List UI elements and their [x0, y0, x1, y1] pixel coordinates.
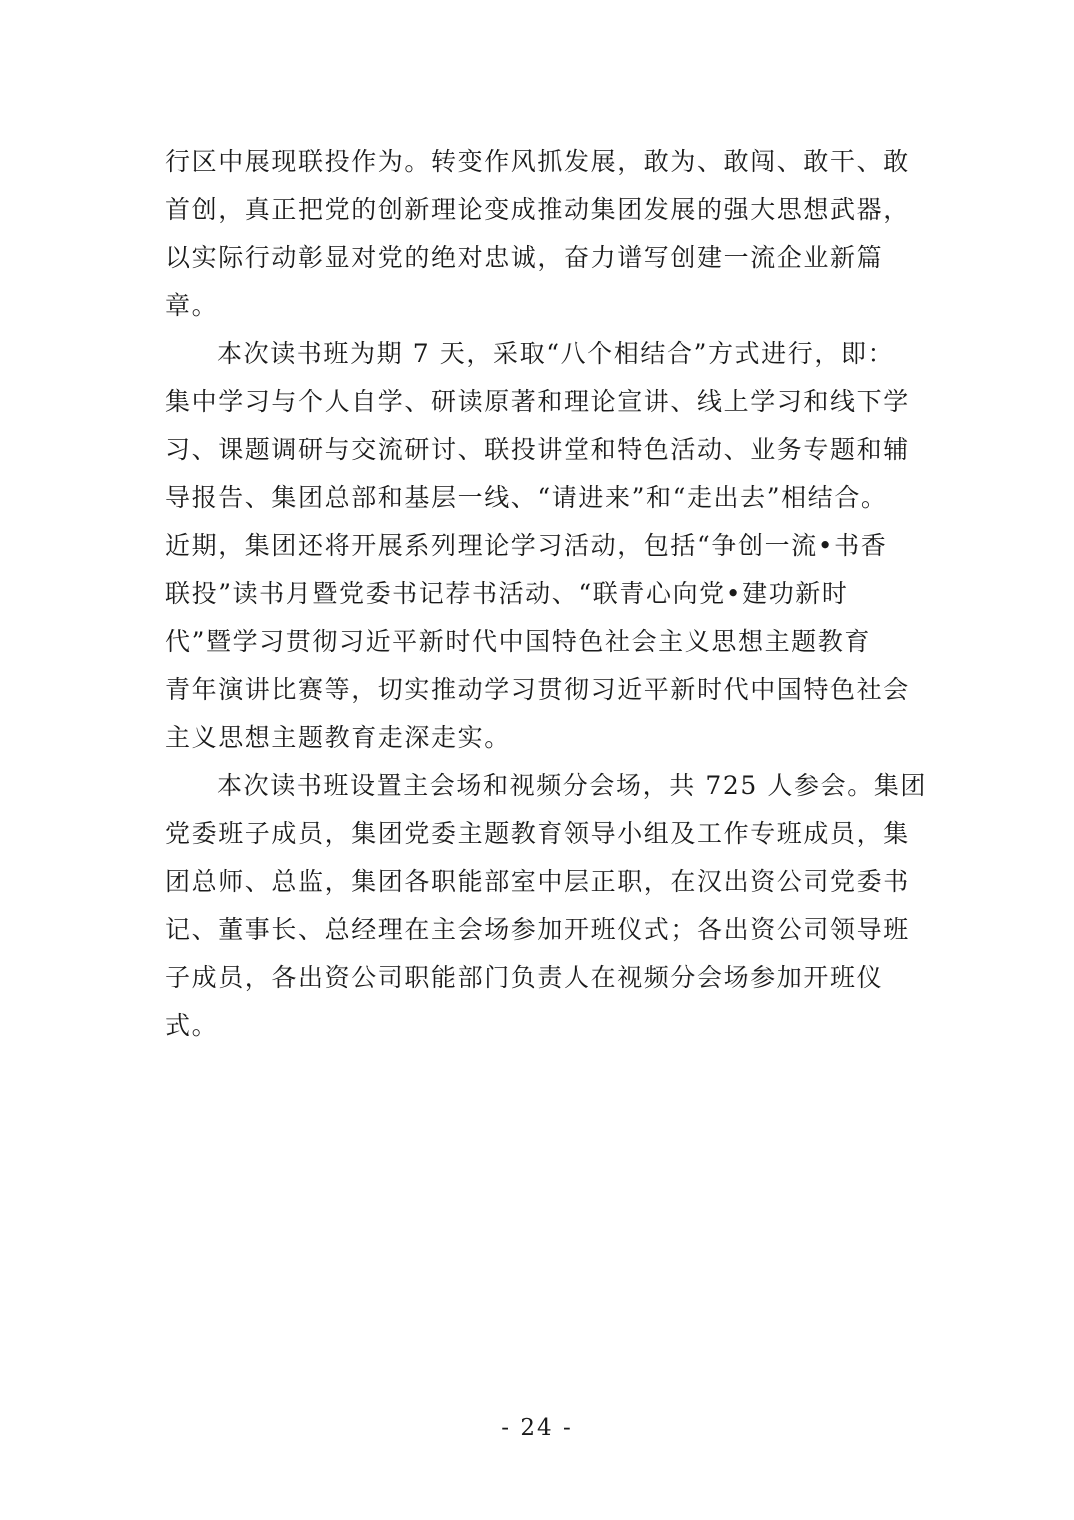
paragraph-2: [165, 330, 913, 762]
text-line: 集中学习与个人自学、研读原著和理论宣讲、线上学习和线下学: [165, 387, 910, 416]
body-text: [165, 138, 928, 1050]
text-line: 记、董事长、总经理在主会场参加开班仪式；各出资公司领导班: [165, 915, 910, 944]
text-line: 青年演讲比赛等，切实推动学习贯彻习近平新时代中国特色社会: [165, 675, 910, 704]
text-line: 以实际行动彰显对党的绝对忠诚，奋力谱写创建一流企业新篇: [165, 243, 884, 272]
text-line: 首创，真正把党的创新理论变成推动集团发展的强大思想武器，: [165, 195, 910, 224]
paragraph-1: [165, 138, 913, 330]
text-line: 联投”读书月暨党委书记荐书活动、“联青心向党•建功新时: [165, 579, 849, 608]
text-line: 主义思想主题教育走深走实。: [165, 723, 511, 752]
text-line: 本次读书班设置主会场和视频分会场，共 725 人参会。集团: [217, 771, 928, 800]
paragraph-3: [165, 762, 928, 1050]
text-line: 导报告、集团总部和基层一线、“请进来”和“走出去”相结合。: [165, 483, 888, 512]
text-line: 行区中展现联投作为。转变作风抓发展，敢为、敢闯、敢干、敢: [165, 147, 910, 176]
text-line: 代”暨学习贯彻习近平新时代中国特色社会主义思想主题教育: [165, 627, 871, 656]
text-line: 团总师、总监，集团各职能部室中层正职，在汉出资公司党委书: [165, 867, 910, 896]
page-number: - 24 -: [501, 1415, 573, 1441]
text-line: 近期，集团还将开展系列理论学习活动，包括“争创一流•书香: [165, 531, 888, 560]
text-line: 习、课题调研与交流研讨、联投讲堂和特色活动、业务专题和辅: [165, 435, 910, 464]
text-line: 式。: [165, 1011, 219, 1040]
text-line: 党委班子成员，集团党委主题教育领导小组及工作专班成员，集: [165, 819, 910, 848]
text-line: 本次读书班为期 7 天，采取“八个相结合”方式进行，即：: [217, 339, 895, 368]
text-line: 子成员，各出资公司职能部门负责人在视频分会场参加开班仪: [165, 963, 884, 992]
text-line: 章。: [165, 291, 219, 320]
